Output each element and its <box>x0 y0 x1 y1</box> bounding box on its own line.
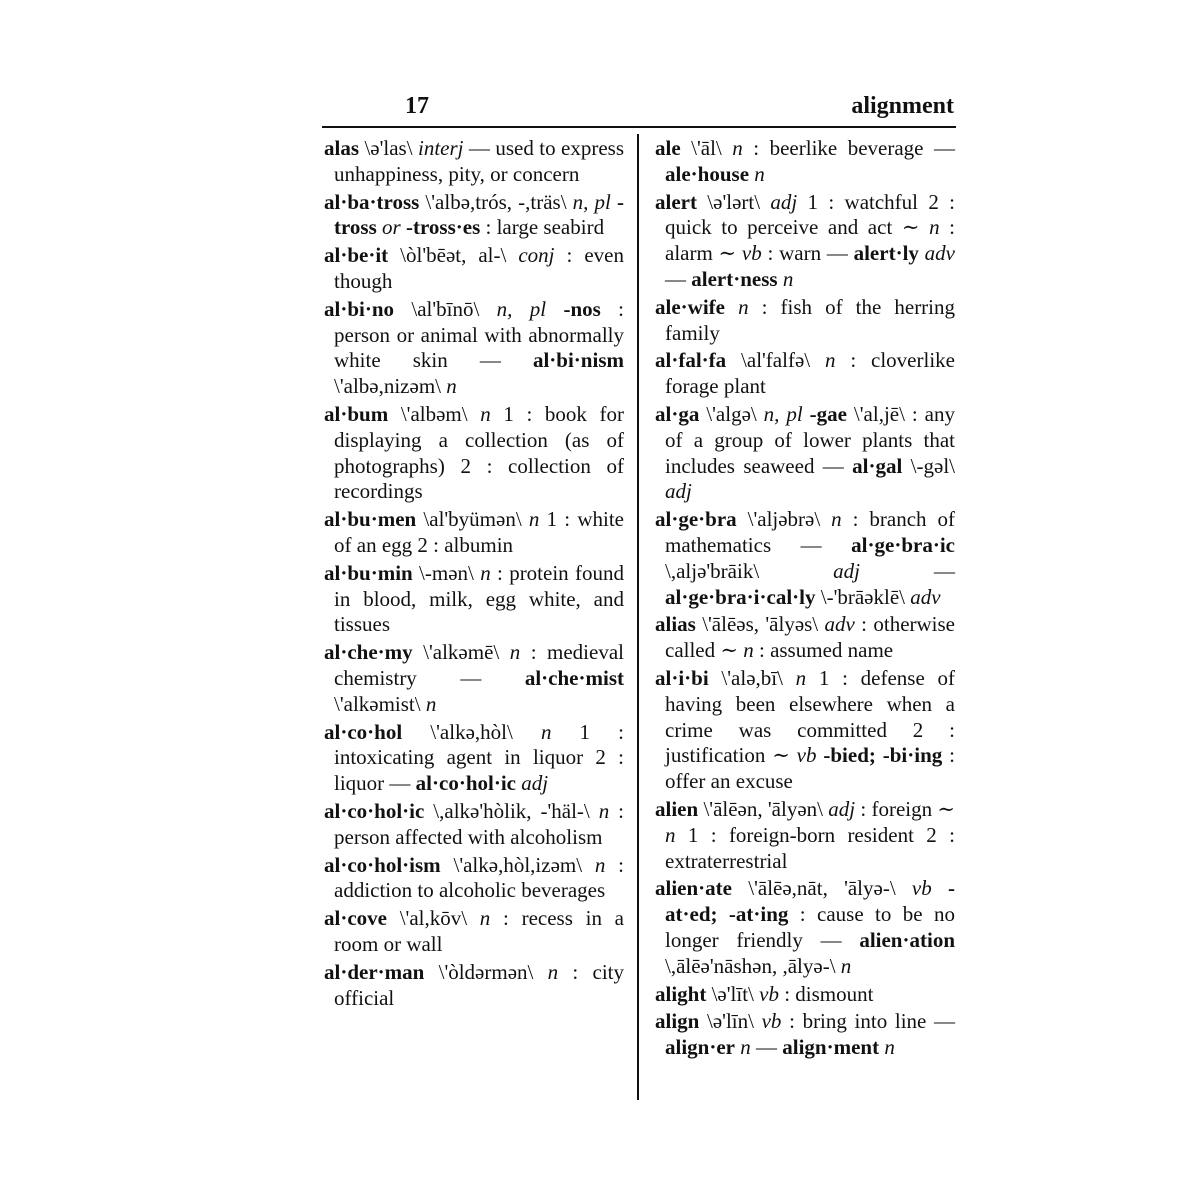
entry-derived-word: -at·ed; -at·ing <box>665 876 955 927</box>
entry-text: \'albəm\ <box>388 401 481 426</box>
entry-label: n <box>594 852 606 877</box>
dictionary-entry <box>655 507 955 610</box>
header-rule <box>322 126 956 128</box>
entry-text: — <box>750 1035 783 1060</box>
entry-label: conj <box>518 243 555 268</box>
entry-label: adj <box>770 189 798 214</box>
entry-text: 1 : book for displaying a collection (as of photographs) 2 : collection of recordings <box>334 401 624 504</box>
dictionary-entry <box>655 136 955 188</box>
entry-derived-word: alert·ly <box>853 241 919 266</box>
entry-text: \ə'lərt\ <box>696 189 771 214</box>
entry-derived-word: alert·ness <box>691 266 778 291</box>
entry-derived-word: al·ge·bra·ic <box>851 532 955 557</box>
guide-word: alignment <box>851 93 954 119</box>
right-column <box>655 136 955 1063</box>
entry-headword: ale·wife <box>655 294 725 319</box>
entry-label: n <box>480 401 491 426</box>
entry-label: adv <box>824 612 855 637</box>
entry-text: 1 : intoxicating agent in liquor 2 : liquor — <box>334 719 624 796</box>
dictionary-entry <box>324 906 624 958</box>
entry-headword: al·ba·tross <box>324 189 420 214</box>
entry-headword: al·bu·min <box>324 560 413 585</box>
dictionary-entry <box>655 1009 955 1061</box>
entry-derived-word: al·bi·nism <box>532 348 624 373</box>
entry-derived-word: -tross·es <box>405 215 481 240</box>
entry-headword: al·i·bi <box>655 665 709 690</box>
entry-label: n <box>480 560 491 585</box>
entry-text: \'alkə,hòl\ <box>402 719 541 744</box>
entry-derived-word: al·gal <box>852 453 903 478</box>
entry-label: n <box>824 348 836 373</box>
left-column <box>324 136 624 1013</box>
entry-label: n <box>831 507 842 532</box>
entry-label: n <box>528 507 540 532</box>
dictionary-entry <box>324 853 624 905</box>
entry-label: n <box>509 640 521 665</box>
entry-text <box>546 297 563 321</box>
entry-headword: al·co·hol·ism <box>324 852 441 877</box>
entry-text: : addiction to alcoholic beverages <box>334 852 624 903</box>
entry-headword: alias <box>655 612 696 637</box>
entry-derived-word: -gae <box>809 401 847 426</box>
dictionary-entry <box>655 612 955 664</box>
entry-text: \-gəl\ <box>902 453 955 478</box>
dictionary-entry <box>324 720 624 797</box>
entry-label: n <box>598 798 610 823</box>
entry-text: \'al,jē\ : any of a group of lower plants that includes seaweed — <box>665 401 955 478</box>
dictionary-entry <box>324 640 624 717</box>
entry-text: \òl'bēət, al-\ <box>388 243 519 268</box>
entry-label: n <box>732 136 743 160</box>
entry-text: 1 : defense of having been elsewhere when a crime was committed 2 : justification ∼ <box>665 665 955 768</box>
entry-label: n, pl <box>496 296 547 321</box>
entry-label: n <box>754 161 765 186</box>
entry-headword: align <box>655 1009 700 1034</box>
entry-label: vb <box>741 241 762 266</box>
dictionary-entry <box>324 243 624 295</box>
entry-headword: al·che·my <box>324 640 413 665</box>
dictionary-entry <box>655 402 955 505</box>
entry-label: n <box>738 294 749 319</box>
entry-headword: alas <box>324 136 360 160</box>
entry-headword: al·fal·fa <box>655 348 727 373</box>
entry-headword: alight <box>655 981 707 1006</box>
entry-headword: alert <box>655 189 697 214</box>
entry-text: \'alkəmē\ <box>412 640 510 665</box>
entry-label: vb <box>761 1009 782 1034</box>
entry-text: \'āl\ <box>680 136 733 160</box>
dictionary-entry <box>655 295 955 347</box>
entry-label: n, pl <box>763 401 803 426</box>
dictionary-entry <box>324 297 624 400</box>
entry-text <box>803 402 810 426</box>
entry-label: or <box>382 215 401 240</box>
entry-label: n <box>446 374 457 399</box>
dictionary-entry <box>324 507 624 559</box>
entry-text: \'alkəmist\ <box>334 691 426 716</box>
entry-text: \'alə,bī\ <box>708 665 796 690</box>
entry-label: adv <box>910 584 941 609</box>
entry-derived-word: al·co·hol·ic <box>415 771 517 796</box>
entry-label: n <box>547 959 559 984</box>
entry-headword: al·der·man <box>324 959 425 984</box>
entry-label: adj <box>665 479 692 504</box>
entry-label: adj <box>521 771 549 796</box>
entry-label: adj <box>828 796 856 821</box>
entry-text: : bring into line — <box>781 1009 955 1034</box>
dictionary-entry <box>655 797 955 874</box>
entry-text: — <box>860 558 955 583</box>
entry-text <box>725 295 738 319</box>
entry-text: \al'byümən\ <box>416 507 529 532</box>
entry-text: \al'falfə\ <box>726 348 825 373</box>
entry-text: : assumed name <box>753 638 894 663</box>
entry-text: : person or animal with abnormally white skin — <box>334 296 624 373</box>
entry-derived-word: align·er <box>665 1035 735 1060</box>
entry-label: adv <box>924 241 955 266</box>
entry-text: \'al,kōv\ <box>386 906 480 931</box>
dictionary-entry <box>655 666 955 795</box>
dictionary-entry <box>324 561 624 638</box>
entry-label: n <box>795 665 807 690</box>
entry-text: \'ālēən, 'ālyən\ <box>698 796 829 821</box>
entry-label: n <box>665 822 676 847</box>
entry-text: : foreign ∼ <box>855 796 956 821</box>
entry-derived-word: al·ge·bra·i·cal·ly <box>665 584 816 609</box>
entry-text: 1 : watchful 2 : quick to perceive and act ∼ <box>665 189 955 240</box>
entry-derived-word: -nos <box>563 296 601 321</box>
entry-text: — used to express unhappiness, pity, or concern <box>334 136 624 186</box>
entry-text: : fish of the herring family <box>665 294 956 345</box>
entry-label: vb <box>796 743 817 768</box>
entry-text: \'albə,trós, -,träs\ <box>419 189 573 214</box>
entry-text: : alarm ∼ <box>665 215 955 266</box>
dictionary-entry <box>324 136 624 188</box>
dictionary-entry <box>655 876 955 979</box>
entry-text <box>932 876 948 900</box>
dictionary-entry <box>324 960 624 1012</box>
entry-text: : beerlike beverage — <box>742 136 955 160</box>
entry-headword: al·bi·no <box>324 296 395 321</box>
entry-text: : even though <box>334 243 624 293</box>
entry-label: adj <box>833 558 860 583</box>
entry-label: n <box>884 1035 895 1060</box>
entry-text: : recess in a room or wall <box>334 906 624 956</box>
entry-text: : cause to be no longer friendly — <box>665 902 955 952</box>
entry-text: : medieval chemistry — <box>334 640 624 690</box>
entry-label: n <box>929 215 940 240</box>
entry-headword: al·ge·bra <box>655 507 737 532</box>
entry-text: : large seabird <box>480 215 605 240</box>
entry-derived-word: -bied; -bi·ing <box>823 743 943 768</box>
entry-label: n <box>740 1035 751 1060</box>
column-rule <box>637 134 639 1100</box>
entry-text: 1 : foreign-born resident 2 : extraterrestrial <box>665 822 955 873</box>
entry-label: vb <box>759 981 779 1006</box>
entry-text: \'òldərmən\ <box>424 959 548 984</box>
entry-text: : protein found in blood, milk, egg white, and tissues <box>334 560 624 637</box>
entry-derived-word: al·che·mist <box>524 665 624 690</box>
entry-derived-word: ale·house <box>665 161 750 186</box>
entry-label: n <box>479 906 491 931</box>
entry-label: n <box>540 719 552 744</box>
entry-text: 1 : white of an egg 2 : albumin <box>334 507 624 557</box>
entry-label: n <box>840 953 852 978</box>
entry-headword: al·bum <box>324 401 389 426</box>
dictionary-entry <box>324 799 624 851</box>
entry-text: : dismount <box>778 981 874 1006</box>
entry-text: \'ālēəs, 'ālyəs\ <box>695 612 825 637</box>
entry-text: : warn — <box>761 241 854 266</box>
entry-headword: ale <box>655 136 681 160</box>
entry-headword: al·co·hol <box>324 719 403 744</box>
dictionary-entry <box>655 348 955 400</box>
entry-label: interj <box>417 136 464 160</box>
entry-text: \'alkə,hòl,izəm\ <box>440 852 595 877</box>
entry-derived-word: align·ment <box>782 1035 880 1060</box>
entry-text: \,alkə'hòlik, -'häl-\ <box>424 798 599 823</box>
entry-text: \'algə\ <box>699 401 764 426</box>
entry-text: \-mən\ <box>412 560 481 585</box>
entry-text: : city official <box>334 959 624 1010</box>
entry-derived-word: alien·ation <box>859 927 955 952</box>
entry-text: \al'bīnō\ <box>394 296 497 321</box>
entry-headword: alien·ate <box>655 876 732 901</box>
entry-derived-word: -tross <box>334 189 625 240</box>
entry-text: : offer an excuse <box>665 743 955 794</box>
dictionary-entry <box>324 190 624 242</box>
entry-label: n <box>743 638 754 663</box>
entry-text: \,ālēə'nāshən, ,ālyə-\ <box>665 953 841 978</box>
entry-label: n <box>425 691 437 716</box>
entry-headword: al·ga <box>655 401 700 426</box>
entry-text: — <box>665 266 692 291</box>
entry-text: \ə'las\ <box>359 136 418 160</box>
dictionary-entry <box>655 190 955 293</box>
entry-text: \-'brāəklē\ <box>815 584 911 609</box>
entry-headword: alien <box>655 796 699 821</box>
entry-text: : person affected with alcoholism <box>334 798 624 849</box>
entry-headword: al·be·it <box>324 243 389 268</box>
entry-text: \'ālēə,nāt, 'ālyə-\ <box>732 876 912 901</box>
entry-text: \'aljəbrə\ <box>736 507 832 532</box>
entry-headword: al·bu·men <box>324 507 417 532</box>
entry-label: n <box>782 266 794 291</box>
entry-text: \ə'līn\ <box>699 1009 762 1034</box>
entry-headword: al·cove <box>324 906 387 931</box>
entry-text: : otherwise called ∼ <box>665 612 955 663</box>
entry-label: n, pl <box>572 189 611 214</box>
entry-text: : branch of mathematics — <box>665 507 956 557</box>
entry-text: \'albə,nizəm\ <box>334 374 447 399</box>
entry-text: \,aljə'brāik\ <box>665 558 834 583</box>
entry-text: : cloverlike forage plant <box>665 348 955 399</box>
entry-text: \ə'līt\ <box>706 981 760 1006</box>
page-number: 17 <box>405 93 429 119</box>
dictionary-entry <box>324 402 624 505</box>
dictionary-entry <box>655 982 955 1008</box>
entry-label: vb <box>911 876 932 901</box>
entry-headword: al·co·hol·ic <box>324 798 425 823</box>
